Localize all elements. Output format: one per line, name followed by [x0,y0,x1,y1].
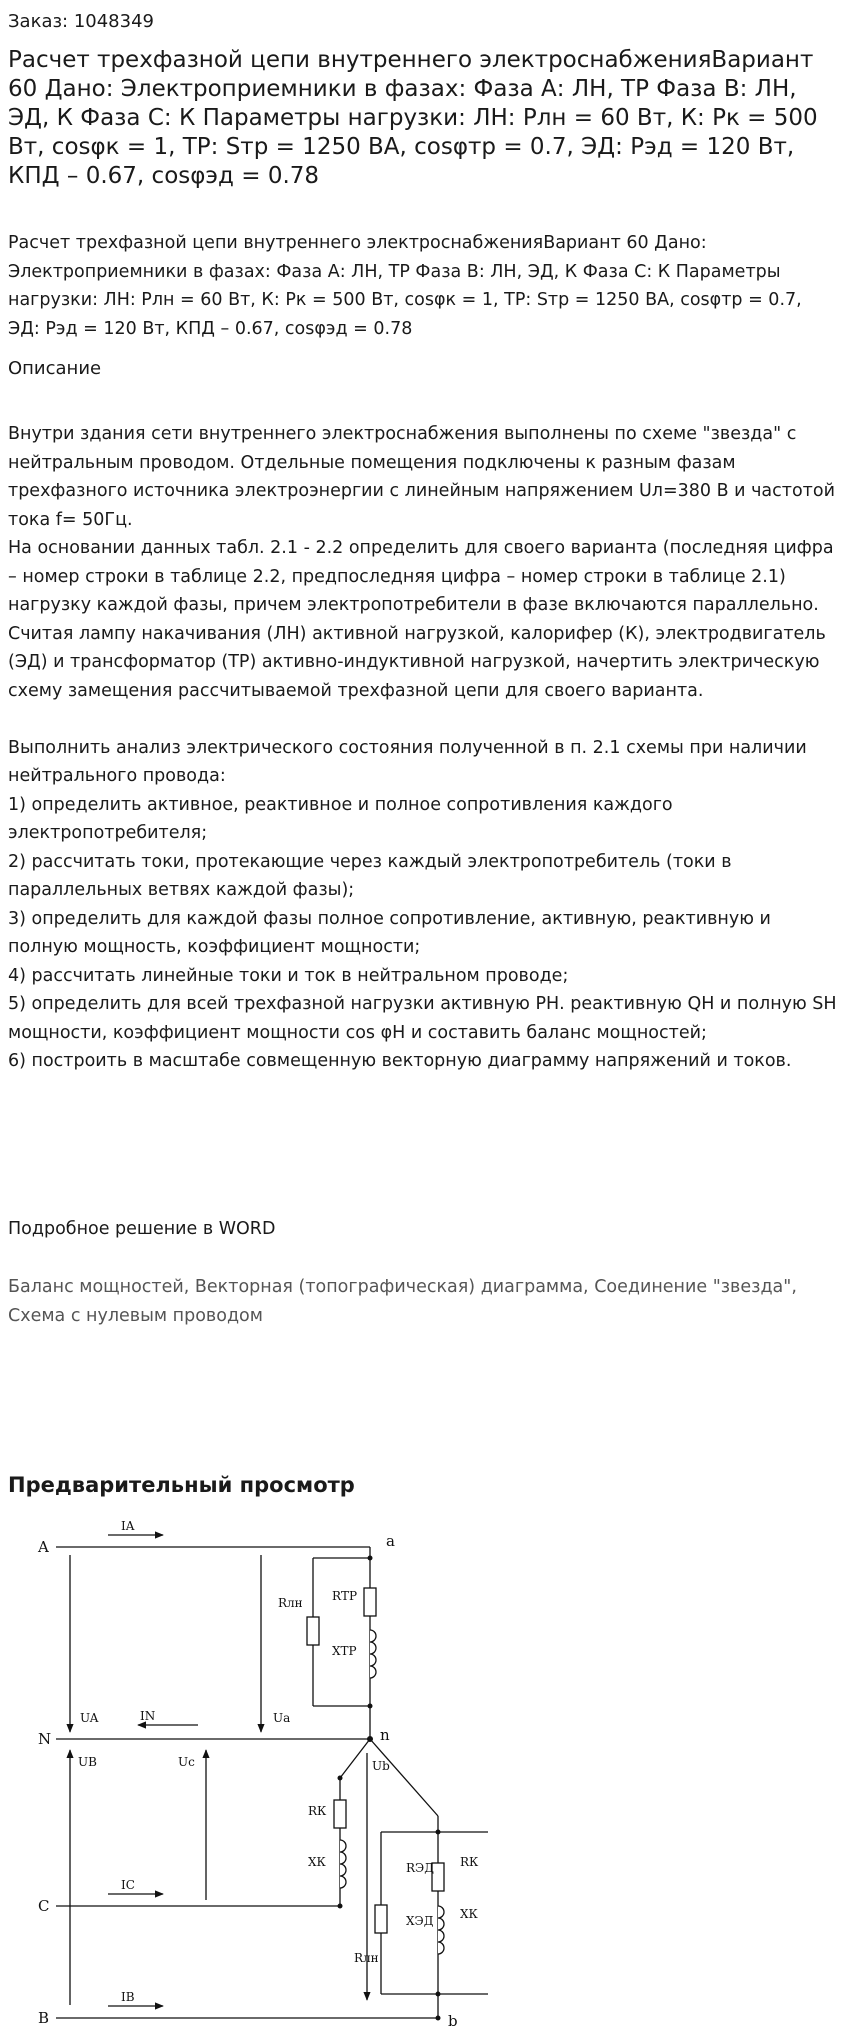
page-title: Расчет трехфазной цепи внутреннего электроснабженияВариант 60 Дано: Электроприемники в фазах: Фаза А: ЛН, ТР Фаза В: ЛН, ЭД, К Фаза С: К Параметры нагрузки: ЛН: Рлн = 60 Вт, К: Рк = 500 Вт, cosφк = 1, ТР: Sтр = 1250 ВА, cosφтр = 0.7, ЭД: Рэд = 120 Вт, КПД – 0.67, cosφэд = 0.78 [8,47,818,189]
tag-link[interactable]: Векторная (топографическая) диаграмма [194,1277,584,1297]
tag-separator: , [791,1277,797,1297]
description-paragraph: 3) определить для каждой фазы полное сопротивление, активную, реактивную и полную мощность, коэффициент мощности; [8,908,771,957]
label-xk-c: XК [308,1855,326,1869]
label-in: IN [140,1709,156,1723]
label-node-b: b [448,2012,458,2030]
label-node-a: a [386,1532,395,1550]
label-b-line: B [38,2009,50,2027]
inductor-xk-c [340,1840,346,1888]
label-xed: XЭД [406,1914,434,1928]
label-rtr: RТР [332,1589,358,1603]
description-body [8,420,843,1076]
description-paragraph: Выполнить анализ электрического состояния полученной в п. 2.1 схемы при наличии нейтрального провода: [8,737,807,786]
page-subtitle: Расчет трехфазной цепи внутреннего электроснабженияВариант 60 Дано: Электроприемники в фазах: Фаза А: ЛН, ТР Фаза В: ЛН, ЭД, К Фаза С: К Параметры нагрузки: ЛН: Рлн = 60 Вт, К: Рк = 500 Вт, cosφк = 1, ТР: Sтр = 1250 ВА, cosφтр = 0.7, ЭД: Рэд = 120 Вт, КПД – 0.67, cosφэд = 0.78 [8,233,802,339]
description-paragraph: Считая лампу накачивания (ЛН) активной нагрузкой, калорифер (К), электродвигатель (ЭД) и трансформатор (ТР) активно-индуктивной нагрузкой, начертить электрическую схему замещения рассчитываемой трехфазной цепи для своего варианта. [8,623,826,701]
label-a-line: A [38,1538,49,1556]
label-red: RЭД [406,1861,434,1875]
label-xk-b: XК [460,1907,478,1921]
label-rk-b: RК [460,1855,479,1869]
tag-link[interactable]: Схема с нулевым проводом [8,1305,263,1326]
description-paragraph: 2) рассчитать токи, протекающие через каждый электропотребитель (токи в параллельных ветвях каждой фазы); [8,851,732,900]
tag-separator: , [183,1277,195,1297]
description-paragraph: На основании данных табл. 2.1 - 2.2 определить для своего варианта (последняя цифра – номер строки в таблице 2.2, предпоследняя цифра – номер строки в таблице 2.1) нагрузку каждой фазы, причем электропотребители в фазе включаются параллельно. [8,538,834,615]
description-label: Описание [8,358,102,379]
inductor-xtr [370,1630,376,1678]
description-paragraph: 4) рассчитать линейные токи и ток в нейтральном проводе; [8,965,569,986]
label-ia: IA [121,1519,135,1533]
label-ic: IC [121,1878,135,1892]
label-ua-phase: Ua [273,1711,291,1725]
label-n-line: N [38,1730,52,1748]
label-ub-phase: Ub [372,1759,390,1773]
label-rln-a: Rлн [278,1596,303,1610]
inductor-xed [438,1906,444,1954]
description-paragraph: 5) определить для всей трехфазной нагрузки активную PН. реактивную QН и полную SН мощности, коэффициент мощности cos φН и составить баланс мощностей; [8,994,837,1043]
label-c-line: C [38,1897,50,1915]
circuit-diagram [8,1510,488,2030]
preview-heading: Предварительный просмотр [8,1473,355,1497]
label-xtr: XТР [332,1644,357,1658]
tag-list [8,1273,838,1330]
label-rln-b: Rлн [354,1951,379,1965]
resistor-rtr [364,1588,376,1616]
description-paragraph: 1) определить активное, реактивное и полное сопротивления каждого электропотребителя; [8,794,673,843]
tag-link[interactable]: Баланс мощностей [8,1277,184,1297]
order-number: Заказ: 1048349 [8,11,154,32]
resistor-rln-a [307,1617,319,1645]
label-rk-c: RК [308,1804,327,1818]
label-ub: UB [78,1755,97,1769]
description-paragraph: Внутри здания сети внутреннего электроснабжения выполнены по схеме "звезда" с нейтральным проводом. Отдельные помещения подключены к разным фазам трехфазного источника электроэнергии с линейным напряжением Uл=380 В и частотой тока f= 50Гц. [8,424,835,530]
label-uc: Uc [178,1755,195,1769]
word-note: Подробное решение в WORD [8,1219,276,1239]
label-ua: UA [80,1711,99,1725]
label-ib: IB [121,1990,135,2004]
description-paragraph: 6) построить в масштабе совмещенную векторную диаграмму напряжений и токов. [8,1051,792,1071]
description-blank [8,705,843,734]
tag-separator: , [583,1277,595,1297]
tag-link[interactable]: Соединение "звезда" [594,1277,792,1297]
resistor-rk-c [334,1800,346,1828]
label-node-n: n [380,1726,390,1744]
resistor-rln-b [375,1905,387,1933]
